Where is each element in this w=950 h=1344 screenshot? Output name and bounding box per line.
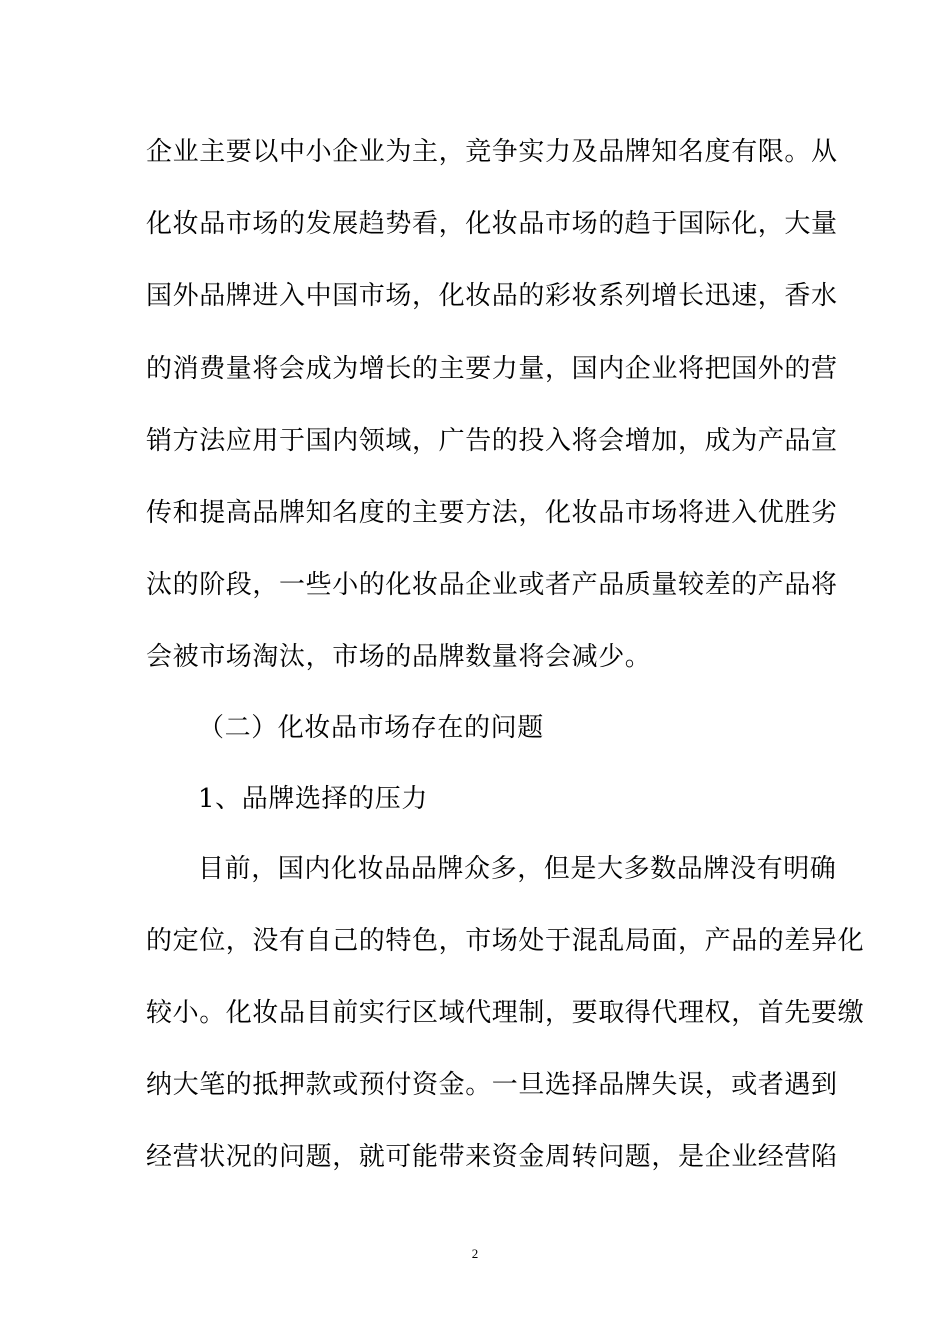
- paragraph-line: 企业主要以中小企业为主，竞争实力及品牌知名度有限。从: [146, 137, 838, 167]
- paragraph-line: 目前，国内化妆品品牌众多，但是大多数品牌没有明确: [198, 854, 837, 884]
- paragraph-line: 汰的阶段，一些小的化妆品企业或者产品质量较差的产品将: [146, 570, 838, 600]
- subsection-heading: 1、品牌选择的压力: [198, 784, 428, 814]
- paragraph-line: 纳大笔的抵押款或预付资金。一旦选择品牌失误，或者遇到: [146, 1070, 838, 1100]
- paragraph-line: 的定位，没有自己的特色，市场处于混乱局面，产品的差异化: [146, 926, 865, 956]
- paragraph-line: 经营状况的问题，就可能带来资金周转问题，是企业经营陷: [146, 1142, 838, 1172]
- page-number: 2: [471, 1246, 479, 1261]
- paragraph-line: 较小。化妆品目前实行区域代理制，要取得代理权，首先要缴: [146, 998, 865, 1028]
- section-heading: （二）化妆品市场存在的问题: [198, 713, 544, 743]
- paragraph-line: 国外品牌进入中国市场，化妆品的彩妆系列增长迅速，香水: [146, 281, 838, 311]
- paragraph-line: 传和提高品牌知名度的主要方法，化妆品市场将进入优胜劣: [146, 498, 838, 528]
- paragraph-line: 的消费量将会成为增长的主要力量，国内企业将把国外的营: [146, 354, 838, 384]
- paragraph-line: 化妆品市场的发展趋势看，化妆品市场的趋于国际化，大量: [146, 209, 838, 239]
- paragraph-line: 销方法应用于国内领域，广告的投入将会增加，成为产品宣: [146, 426, 838, 456]
- paragraph-line: 会被市场淘汰，市场的品牌数量将会减少。: [146, 642, 652, 672]
